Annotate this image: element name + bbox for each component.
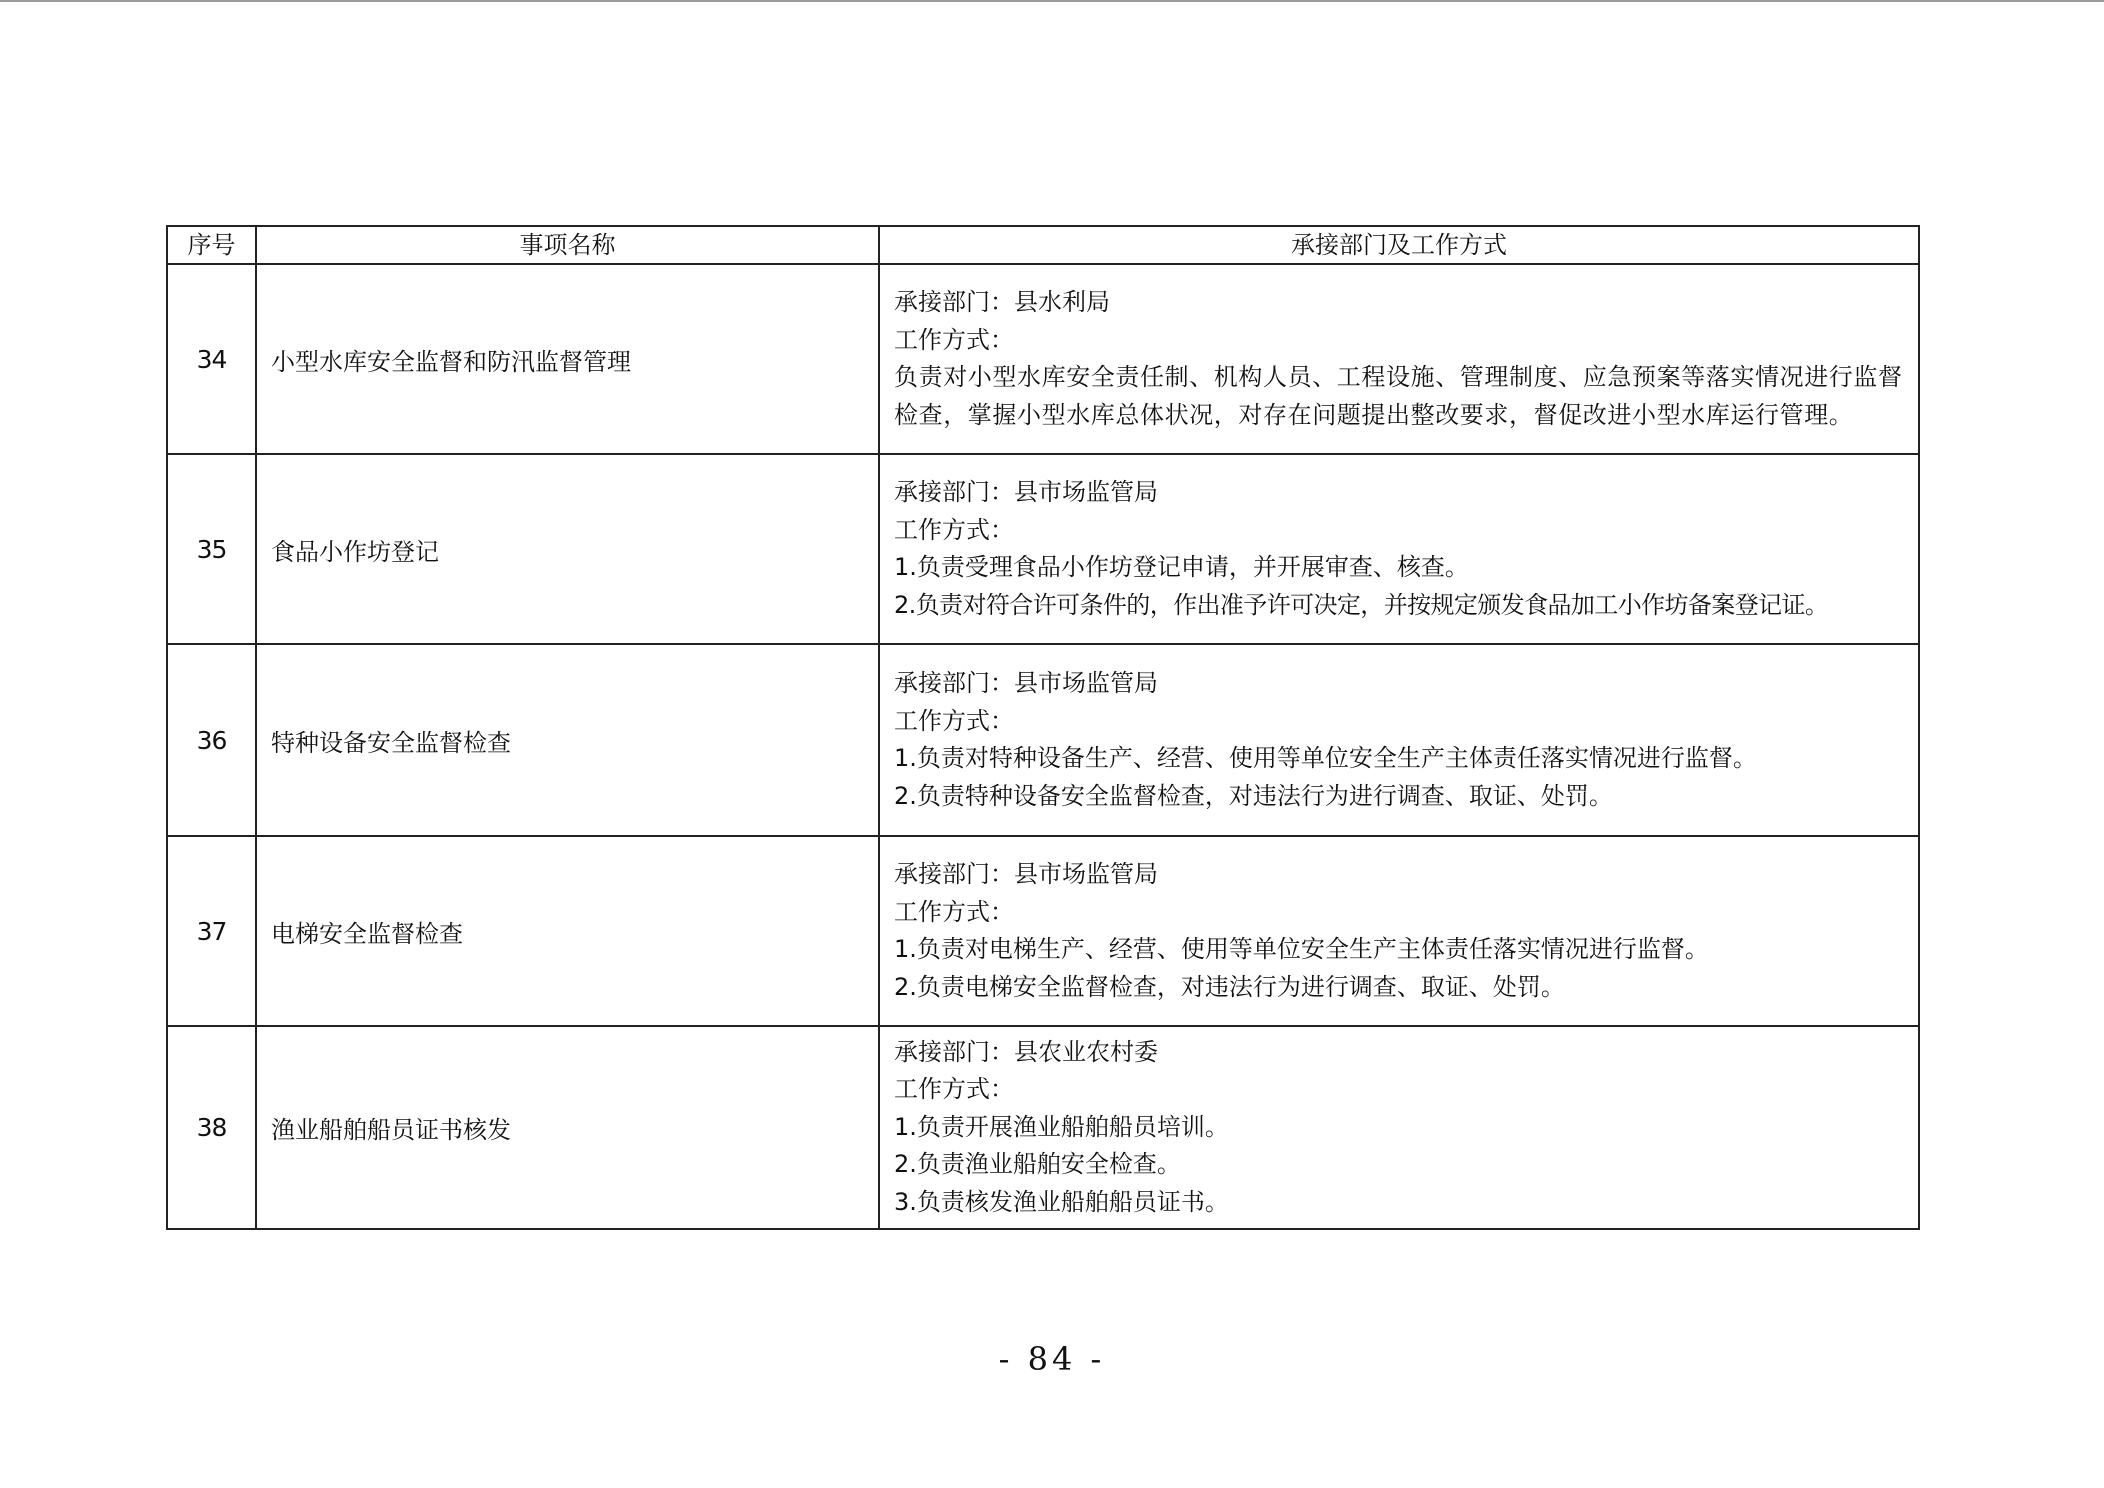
method-item: 2.负责渔业船舶安全检查。 — [894, 1150, 1181, 1179]
row-number: 34 — [167, 264, 256, 454]
item-name: 渔业船舶船员证书核发 — [256, 1026, 879, 1229]
dept-and-method — [879, 454, 1919, 644]
dept-line: 承接部门：县市场监管局 — [894, 860, 1158, 888]
table-header-row — [167, 226, 1919, 264]
method-item: 1.负责开展渔业船舶船员培训。 — [894, 1112, 1229, 1141]
page-number: - 84 - — [998, 1340, 1106, 1378]
row-number: 35 — [167, 454, 256, 644]
method-item: 2.负责对符合许可条件的，作出准予许可决定，并按规定颁发食品加工小作坊备案登记证。 — [894, 590, 1829, 619]
item-name: 电梯安全监督检查 — [256, 836, 879, 1026]
dept-and-method — [879, 264, 1919, 454]
method-label: 工作方式： — [894, 706, 1014, 735]
method-item: 1.负责对特种设备生产、经营、使用等单位安全生产主体责任落实情况进行监督。 — [894, 744, 1757, 772]
method-item: 2.负责电梯安全监督检查，对违法行为进行调查、取证、处罚。 — [894, 972, 1565, 1001]
method-item: 2.负责特种设备安全监督检查，对违法行为进行调查、取证、处罚。 — [894, 781, 1613, 810]
item-name: 食品小作坊登记 — [256, 454, 879, 644]
dept-and-method — [879, 836, 1919, 1026]
table-row — [167, 836, 1919, 1026]
page-top-border — [0, 0, 2104, 2]
dept-line: 承接部门：县市场监管局 — [894, 669, 1158, 697]
undertaking-table — [166, 225, 1920, 1230]
header-no: 序号 — [167, 226, 256, 264]
item-name: 特种设备安全监督检查 — [256, 644, 879, 836]
row-number: 36 — [167, 644, 256, 836]
row-number: 37 — [167, 836, 256, 1026]
method-label: 工作方式： — [894, 897, 1014, 926]
table-row — [167, 264, 1919, 454]
dept-line: 承接部门：县水利局 — [894, 288, 1110, 316]
method-label: 工作方式： — [894, 1075, 1014, 1104]
dept-and-method — [879, 1026, 1919, 1229]
dept-line: 承接部门：县市场监管局 — [894, 478, 1158, 506]
item-name: 小型水库安全监督和防汛监督管理 — [256, 264, 879, 454]
table-row — [167, 1026, 1919, 1229]
method-item: 1.负责受理食品小作坊登记申请，并开展审查、核查。 — [894, 553, 1469, 581]
header-name: 事项名称 — [256, 226, 879, 264]
method-item: 1.负责对电梯生产、经营、使用等单位安全生产主体责任落实情况进行监督。 — [894, 935, 1709, 963]
dept-and-method — [879, 644, 1919, 836]
header-dept: 承接部门及工作方式 — [879, 226, 1919, 264]
method-label: 工作方式： — [894, 325, 1014, 354]
row-number: 38 — [167, 1026, 256, 1229]
table-row — [167, 644, 1919, 836]
method-item: 负责对小型水库安全责任制、机构人员、工程设施、管理制度、应急预案等落实情况进行监督检查，掌握小型水库总体状况，对存在问题提出整改要求，督促改进小型水库运行管理。 — [894, 363, 1903, 429]
dept-line: 承接部门：县农业农村委 — [894, 1037, 1158, 1066]
table-row — [167, 454, 1919, 644]
method-label: 工作方式： — [894, 515, 1014, 544]
method-item: 3.负责核发渔业船舶船员证书。 — [894, 1187, 1229, 1216]
